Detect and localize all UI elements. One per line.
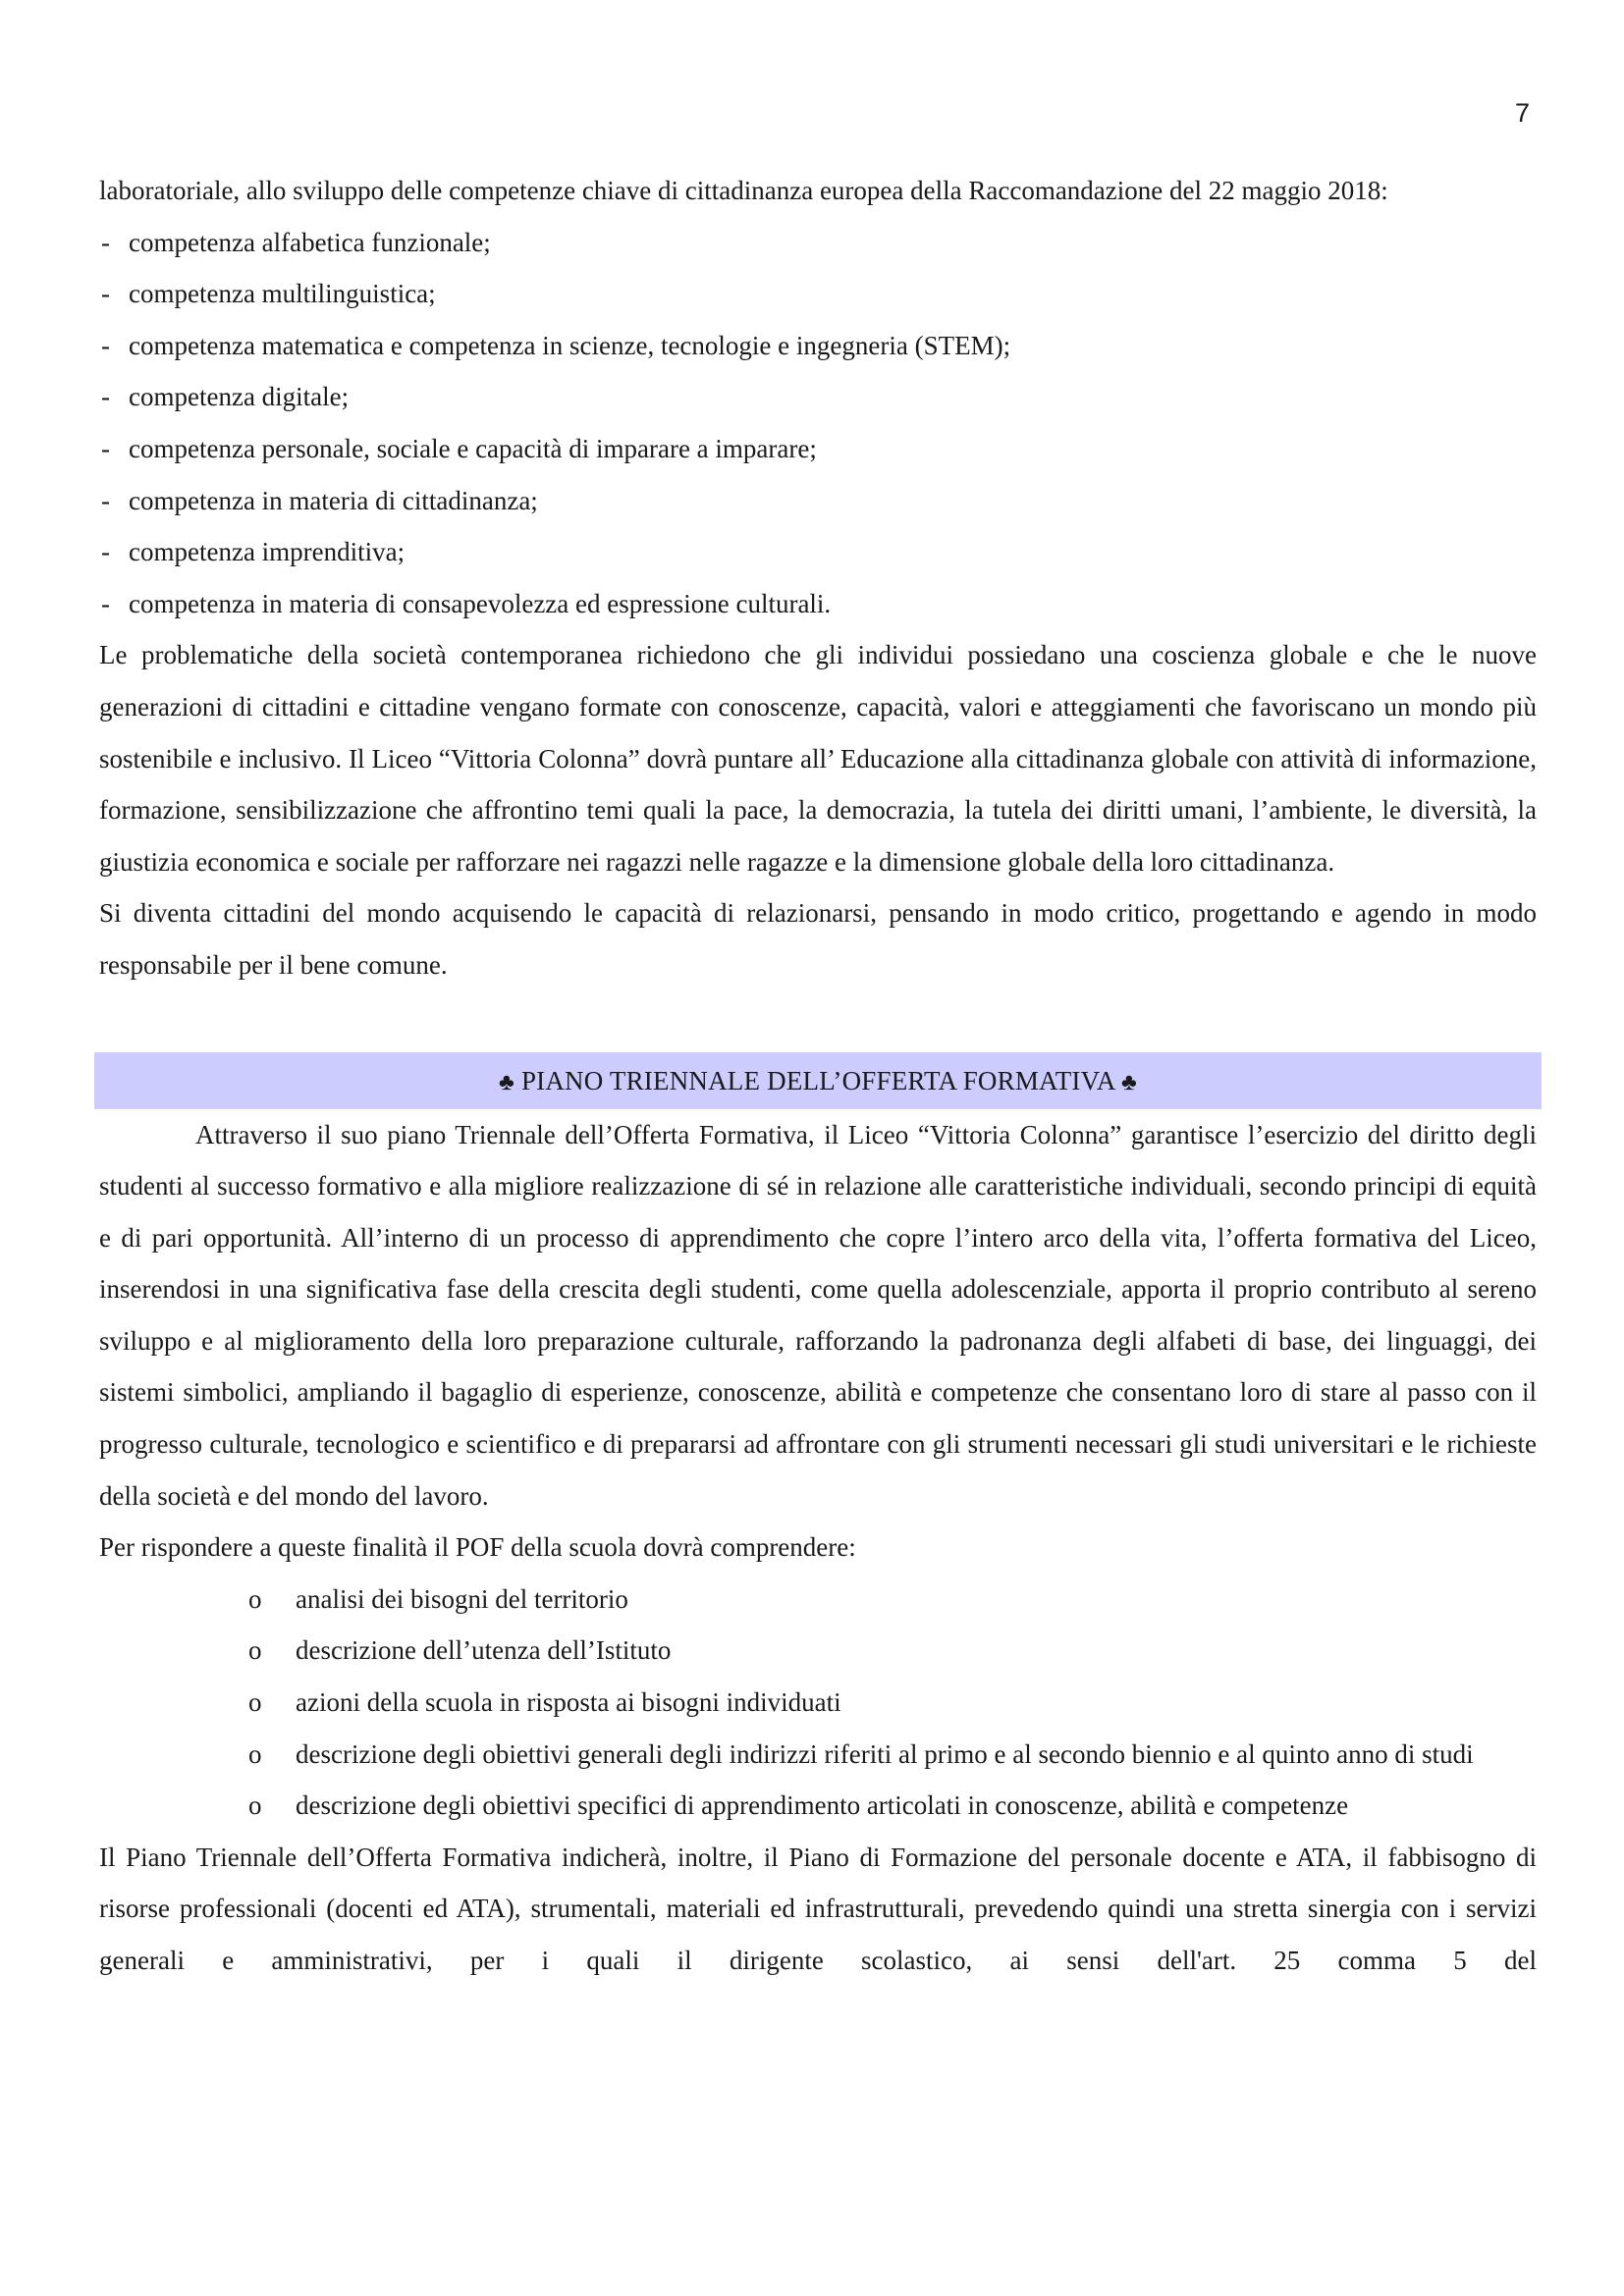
problematiche-paragraph: Le problematiche della società contemporanea richiedono che gli individui possiedano una coscienza globale e che le nuove generazioni di cittadini e cittadine vengano formate con conoscenze, capacità, valori e atteggiamenti che favoriscano un mondo più sostenibile e inclusivo. Il Liceo “Vittoria Colonna” dovrà puntare all’ Educazione alla cittadinanza globale con attività di informazione, formazione, sensibilizzazione che affrontino temi quali la pace, la democrazia, la tutela dei diritti umani, l’ambiente, le diversità, la giustizia economica e sociale per rafforzare nei ragazzi nelle ragazze e la dimensione globale della loro cittadinanza.: [99, 640, 1537, 877]
ptof-paragraph: Attraverso il suo piano Triennale dell’Offerta Formativa, il Liceo “Vittoria Colonna” garantisce l’esercizio del diritto degli studenti al successo formativo e alla migliore realizzazione di sé in relazione alle caratteristiche individuali, secondo principi di equità e di pari opportunità. All’interno di un processo di apprendimento che copre l’intero arco della vita, l’offerta formativa del Liceo, inserendosi in una significativa fase della crescita degli studenti, come quella adolescenziale, apporta il proprio contributo al sereno sviluppo e al miglioramento della loro preparazione culturale, rafforzando la padronanza degli alfabeti di base, dei linguaggi, dei sistemi simbolici, ampliando il bagaglio di esperienze, conoscenze, abilità e competenze che consentano loro di stare al passo con il progresso culturale, tecnologico e scientifico e di prepararsi ad affrontare con gli strumenti necessari gli studi universitari e le richieste della società e del mondo del lavoro.: [99, 1119, 1537, 1511]
club-icon: ♣: [499, 1069, 514, 1095]
circle-bullet: o: [248, 1790, 262, 1821]
list-item: o descrizione degli obiettivi generali degli indirizzi riferiti al primo e al secondo biennio e al quinto anno di studi: [99, 1729, 1537, 1781]
list-item: o descrizione dell’utenza dell’Istituto: [99, 1625, 1537, 1677]
circle-bullet: o: [248, 1687, 262, 1718]
pof-intro: Per rispondere a queste finalità il POF della scuola dovrà comprendere:: [99, 1532, 856, 1563]
section-heading: [94, 1052, 1542, 1109]
list-item: - competenza digitale;: [99, 371, 1537, 423]
pof-list: [99, 1574, 1537, 1832]
section-spacer: [99, 991, 1537, 1052]
dash-bullet: -: [101, 433, 110, 463]
dash-bullet: -: [101, 537, 110, 567]
circle-bullet: o: [248, 1635, 262, 1666]
club-icon: ♣: [1121, 1069, 1137, 1095]
dash-bullet: -: [101, 330, 110, 360]
circle-bullet: o: [248, 1738, 262, 1769]
list-item: o analisi dei bisogni del territorio: [99, 1574, 1537, 1626]
list-item: - competenza in materia di consapevolezza ed espressione culturali.: [99, 578, 1537, 630]
circle-bullet: o: [248, 1583, 262, 1614]
dash-bullet: -: [101, 588, 110, 618]
list-item: - competenza imprenditiva;: [99, 526, 1537, 578]
list-item: o descrizione degli obiettivi specifici di apprendimento articolati in conoscenze, abilità e competenze: [99, 1780, 1537, 1832]
cittadini-paragraph: Si diventa cittadini del mondo acquisendo le capacità di relazionarsi, pensando in modo critico, progettando e agendo in modo responsabile per il bene comune.: [99, 898, 1537, 980]
section-title: PIANO TRIENNALE DELL’OFFERTA FORMATIVA: [520, 1065, 1115, 1095]
dash-bullet: -: [101, 382, 110, 412]
list-item: - competenza alfabetica funzionale;: [99, 217, 1537, 269]
dash-bullet: -: [101, 485, 110, 515]
dash-bullet: -: [101, 227, 110, 257]
dash-bullet: -: [101, 279, 110, 309]
closing-paragraph: Il Piano Triennale dell’Offerta Formativa indicherà, inoltre, il Piano di Formazione del personale docente e ATA, il fabbisogno di risorse professionali (docenti ed ATA), strumentali, materiali ed infrastrutturali, prevedendo quindi una stretta sinergia con i servizi generali e amministrativi, per i quali il dirigente scolastico, ai sensi dell'art. 25 comma 5 del: [99, 1842, 1537, 1975]
page-number: 7: [1514, 98, 1530, 128]
list-item: - competenza personale, sociale e capacità di imparare a imparare;: [99, 423, 1537, 475]
list-item: - competenza multilinguistica;: [99, 268, 1537, 320]
list-item: - competenza in materia di cittadinanza;: [99, 475, 1537, 527]
document-body: [99, 165, 1537, 1987]
competenze-list: [99, 217, 1537, 630]
list-item: - competenza matematica e competenza in scienze, tecnologie e ingegneria (STEM);: [99, 320, 1537, 372]
intro-paragraph: laboratoriale, allo sviluppo delle competenze chiave di cittadinanza europea della Raccomandazione del 22 maggio 2018:: [99, 176, 1388, 205]
list-item: o azioni della scuola in risposta ai bisogni individuati: [99, 1677, 1537, 1729]
